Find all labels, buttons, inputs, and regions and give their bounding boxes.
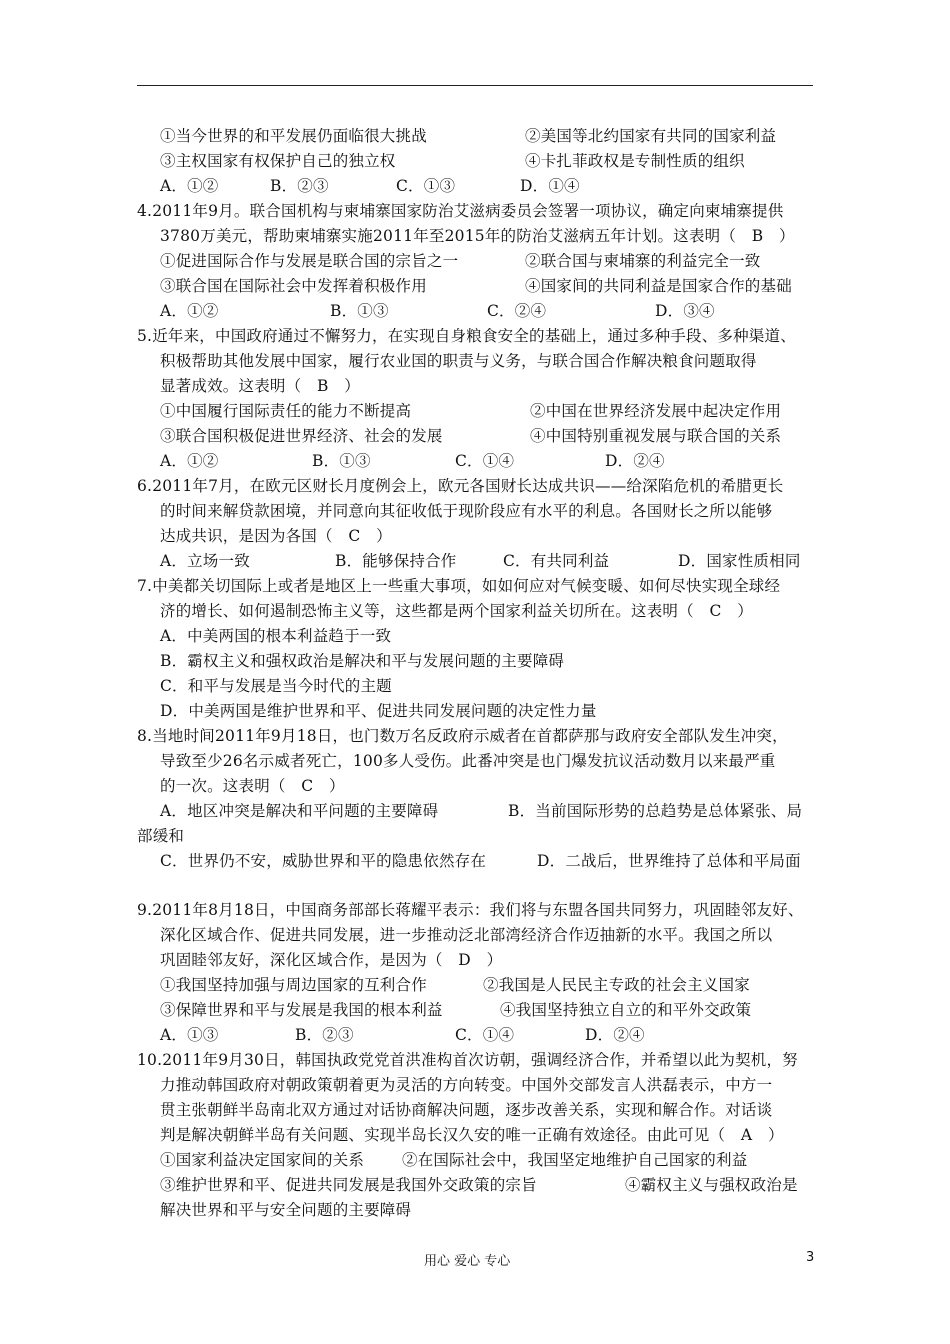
q8-stem-1: 8.当地时间2011年9月18日，也门数万名反政府示威者在首都萨那与政府安全部队发生冲突，: [137, 727, 788, 745]
q4-choice-b: B．①③: [330, 302, 389, 320]
q4-stem-2: 3780万美元，帮助柬埔寨实施2011年至2015年的防治艾滋病五年计划。这表明（ B ）: [160, 227, 795, 245]
q5-option-2: ②中国在世界经济发展中起决定作用: [530, 402, 782, 420]
q5-option-4: ④中国特别重视发展与联合国的关系: [530, 427, 782, 445]
q4-stem-1: 4.2011年9月。联合国机构与柬埔寨国家防治艾滋病委员会签署一项协议，确定向柬埔寨提供: [137, 202, 784, 220]
q8-stem-2: 导致至少26名示威者死亡，100多人受伤。此番冲突是也门爆发抗议活动数月以来最严重: [160, 752, 776, 770]
q9-choice-b: B．②③: [295, 1026, 354, 1044]
q10-option-1: ①国家利益决定国家间的关系: [160, 1151, 365, 1169]
q3-choice-d: D．①④: [520, 177, 580, 195]
q9-stem-2: 深化区域合作、促进共同发展，进一步推动泛北部湾经济合作迈抽新的水平。我国之所以: [160, 926, 773, 944]
q5-choice-b: B．①③: [312, 452, 371, 470]
q6-stem-1: 6.2011年7月，在欧元区财长月度例会上，欧元各国财长达成共识——给深陷危机的希腊更长: [137, 477, 784, 495]
page-number: 3: [806, 1250, 815, 1265]
q5-stem-2: 积极帮助其他发展中国家，履行农业国的职责与义务，与联合国合作解决粮食问题取得: [160, 352, 757, 370]
q4-option-2: ②联合国与柬埔寨的利益完全一致: [525, 252, 761, 270]
q9-stem-3: 巩固睦邻友好，深化区域合作，是因为（ D ）: [160, 951, 503, 969]
q7-choice-a: A．中美两国的根本利益趋于一致: [160, 627, 392, 645]
q8-choice-d: D．二战后，世界维持了总体和平局面: [537, 852, 801, 870]
q7-stem-2: 济的增长、如何遏制恐怖主义等，这些都是两个国家利益关切所在。这表明（ C ）: [160, 602, 753, 620]
q5-stem-3: 显著成效。这表明（ B ）: [160, 377, 360, 395]
q9-choice-c: C．①④: [455, 1026, 515, 1044]
q3-option-1: ①当今世界的和平发展仍面临很大挑战: [160, 127, 427, 145]
q7-stem-1: 7.中美都关切国际上或者是地区上一些重大事项，如如何应对气候变暖、如何尽快实现全球经: [137, 577, 781, 595]
q5-choice-d: D．②④: [605, 452, 665, 470]
q8-choice-b-cont: 部缓和: [137, 827, 185, 845]
q9-option-4: ④我国坚持独立自立的和平外交政策: [500, 1001, 752, 1019]
q5-option-3: ③联合国积极促进世界经济、社会的发展: [160, 427, 443, 445]
q5-choice-a: A．①②: [160, 452, 219, 470]
q6-stem-2: 的时间来解贷款困境，并同意向其征收低于现阶段应有水平的利息。各国财长之所以能够: [160, 502, 773, 520]
q10-option-3: ③维护世界和平、促进共同发展是我国外交政策的宗旨: [160, 1176, 537, 1194]
q9-stem-1: 9.2011年8月18日，中国商务部部长蒋耀平表示：我们将与东盟各国共同努力，巩固睦邻友好、: [137, 901, 804, 919]
q9-option-2: ②我国是人民民主专政的社会主义国家: [483, 976, 750, 994]
q6-stem-3: 达成共识，是因为各国（ C ）: [160, 527, 392, 545]
q3-choice-c: C．①③: [396, 177, 456, 195]
q6-choice-d: D．国家性质相同: [678, 552, 801, 570]
q10-stem-1: 10.2011年9月30日，韩国执政党党首洪准构首次访朝，强调经济合作，并希望以此为契机，努: [137, 1051, 798, 1069]
q10-stem-4: 判是解决朝鲜半岛有关问题、实现半岛长汉久安的唯一正确有效途径。由此可见（ A ）: [160, 1126, 784, 1144]
q4-option-1: ①促进国际合作与发展是联合国的宗旨之一: [160, 252, 459, 270]
q3-option-4: ④卡扎菲政权是专制性质的组织: [525, 152, 745, 170]
q3-choice-b: B．②③: [270, 177, 329, 195]
q10-stem-3: 贯主张朝鲜半岛南北双方通过对话协商解决问题，逐步改善关系，实现和解合作。对话谈: [160, 1101, 773, 1119]
q6-choice-c: C．有共同利益: [503, 552, 610, 570]
q8-stem-3: 的一次。这表明（ C ）: [160, 777, 345, 795]
q9-choice-d: D．②④: [585, 1026, 645, 1044]
q5-stem-1: 5.近年来，中国政府通过不懈努力，在实现自身粮食安全的基础上，通过多种手段、多种渠道、: [137, 327, 796, 345]
q7-choice-d: D．中美两国是维护世界和平、促进共同发展问题的决定性力量: [160, 702, 597, 720]
q7-choice-b: B．霸权主义和强权政治是解决和平与发展问题的主要障碍: [160, 652, 565, 670]
q9-option-3: ③保障世界和平与发展是我国的根本利益: [160, 1001, 443, 1019]
q10-stem-2: 力推动韩国政府对朝政策朝着更为灵活的方向转变。中国外交部发言人洪磊表示，中方一: [160, 1076, 773, 1094]
q10-option-2: ②在国际社会中，我国坚定地维护自己国家的利益: [402, 1151, 748, 1169]
q10-option-4-cont: 解决世界和平与安全问题的主要障碍: [160, 1201, 412, 1219]
q5-choice-c: C．①④: [455, 452, 515, 470]
q8-choice-c: C．世界仍不安，威胁世界和平的隐患依然存在: [160, 852, 487, 870]
q4-option-4: ④国家间的共同利益是国家合作的基础: [525, 277, 792, 295]
q9-choice-a: A．①③: [160, 1026, 219, 1044]
q9-option-1: ①我国坚持加强与周边国家的互利合作: [160, 976, 427, 994]
q4-choice-d: D．③④: [655, 302, 715, 320]
q3-option-3: ③主权国家有权保护自己的独立权: [160, 152, 396, 170]
header-rule: [137, 85, 813, 86]
q8-choice-a: A．地区冲突是解决和平问题的主要障碍: [160, 802, 439, 820]
q5-option-1: ①中国履行国际责任的能力不断提高: [160, 402, 412, 420]
q4-choice-c: C．②④: [487, 302, 547, 320]
q6-choice-b: B．能够保持合作: [335, 552, 457, 570]
q8-choice-b: B．当前国际形势的总趋势是总体紧张、局: [508, 802, 803, 820]
q4-choice-a: A．①②: [160, 302, 219, 320]
q4-option-3: ③联合国在国际社会中发挥着积极作用: [160, 277, 427, 295]
q6-choice-a: A．立场一致: [160, 552, 250, 570]
q3-option-2: ②美国等北约国家有共同的国家利益: [525, 127, 777, 145]
footer-slogan: 用心 爱心 专心: [424, 1254, 511, 1269]
q10-option-4: ④霸权主义与强权政治是: [625, 1176, 798, 1194]
q3-choice-a: A．①②: [160, 177, 219, 195]
q7-choice-c: C．和平与发展是当今时代的主题: [160, 677, 392, 695]
